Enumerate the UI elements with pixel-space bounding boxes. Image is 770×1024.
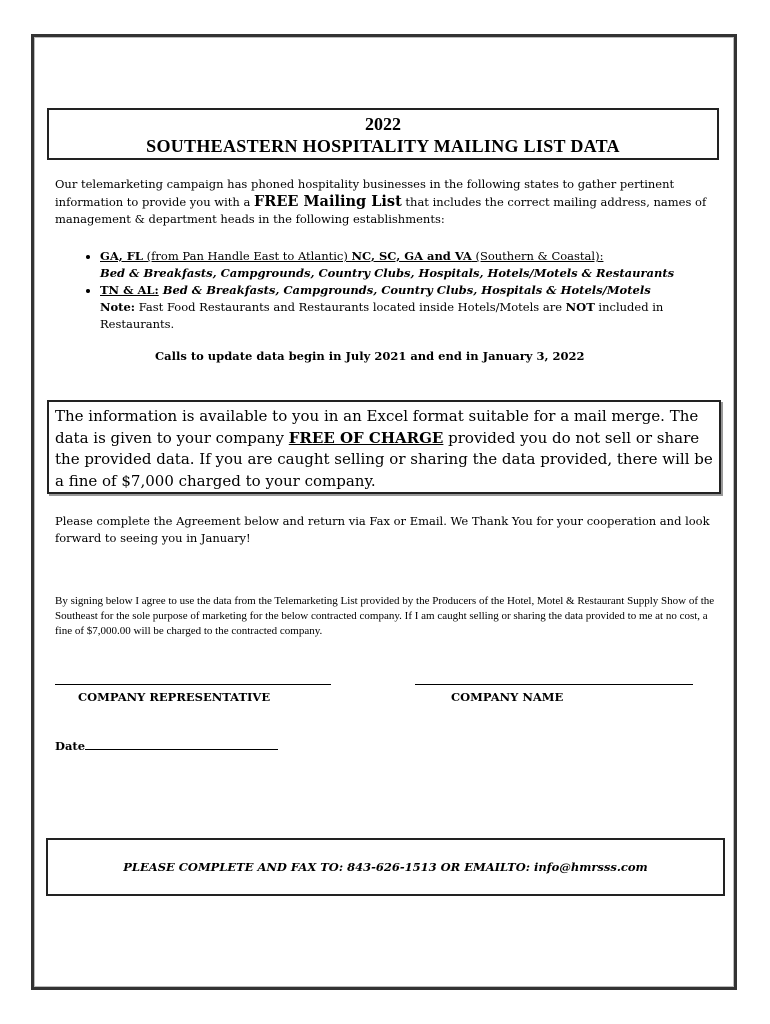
states-region-1: (from Pan Handle East to Atlantic) [143,249,352,263]
agreement-text: By signing below I agree to use the data from the Telemarketing List provided by the Producers of the Hotel, Motel & Restaurant Supply Show of the Southeast for the sole purpose of marketing for the below contracted company. If I am caught selling or sharing the data provided to me at no cost, a fine of $7,000.00 will be charged to the contracted company. [55,595,715,637]
note-not: NOT [565,300,595,314]
representative-signature-line[interactable] [55,684,331,685]
company-name-line[interactable] [415,684,693,685]
document-title: SOUTHEASTERN HOSPITALITY MAILING LIST DATA [146,136,620,156]
document-year: 2022 [365,114,401,134]
note-label: Note: [100,300,136,314]
free-of-charge: FREE OF CHARGE [288,428,444,447]
establishment-types-2: Bed & Breakfasts, Campgrounds, Country Clubs, Hospitals & Hotels/Motels [158,283,651,297]
info-text-1: The information is available to you in an Excel format suitable for a mail merge. The data is given to your company [55,407,699,447]
date-field [55,738,278,755]
states-tn-al: TN & AL: [100,283,159,297]
fax-email-text: PLEASE COMPLETE AND FAX TO: 843-626-1513 OR EMAILTO: info@hmrsss.com [123,860,648,874]
intro-paragraph [55,176,715,228]
company-name-label: COMPANY NAME [451,690,564,704]
list-item [100,248,730,282]
list-item [100,282,730,333]
please-complete-text: Please complete the Agreement below and return via Fax or Email. We Thank You for your cooperation and look forward to seeing you in January! [55,514,710,545]
intro-text-1: Our telemarketing campaign has phoned hospitality businesses in the following states to gather pertinent information to provide you with a [55,177,675,209]
states-list [78,248,730,333]
date-line[interactable] [85,739,278,750]
intro-text-2: that includes the correct mailing address, names of management & department heads in the following establishments: [55,195,707,226]
note-text-2: included in Restaurants. [100,300,664,331]
info-text-2: provided you do not sell or share the provided data. If you are caught selling or sharing the data provided, there will be a fine of $7,000 charged to your company. [55,428,713,490]
fax-email-box [46,838,725,896]
representative-label: COMPANY REPRESENTATIVE [78,690,271,704]
establishment-types-1: Bed & Breakfasts, Campgrounds, Country Clubs, Hospitals, Hotels/Motels & Restaurants [100,266,675,280]
states-nc-sc-ga-va: NC, SC, GA and VA [351,249,472,263]
calls-schedule: Calls to update data begin in July 2021 and end in January 3, 2022 [155,349,585,363]
states-ga-fl: GA, FL [100,249,144,263]
free-mailing-list: FREE Mailing List [254,193,402,210]
info-box [47,400,721,494]
date-label: Date [55,739,86,753]
states-region-2: (Southern & Coastal): [471,249,604,263]
note-text-1: Fast Food Restaurants and Restaurants located inside Hotels/Motels are [135,300,566,314]
title-box [47,108,719,160]
